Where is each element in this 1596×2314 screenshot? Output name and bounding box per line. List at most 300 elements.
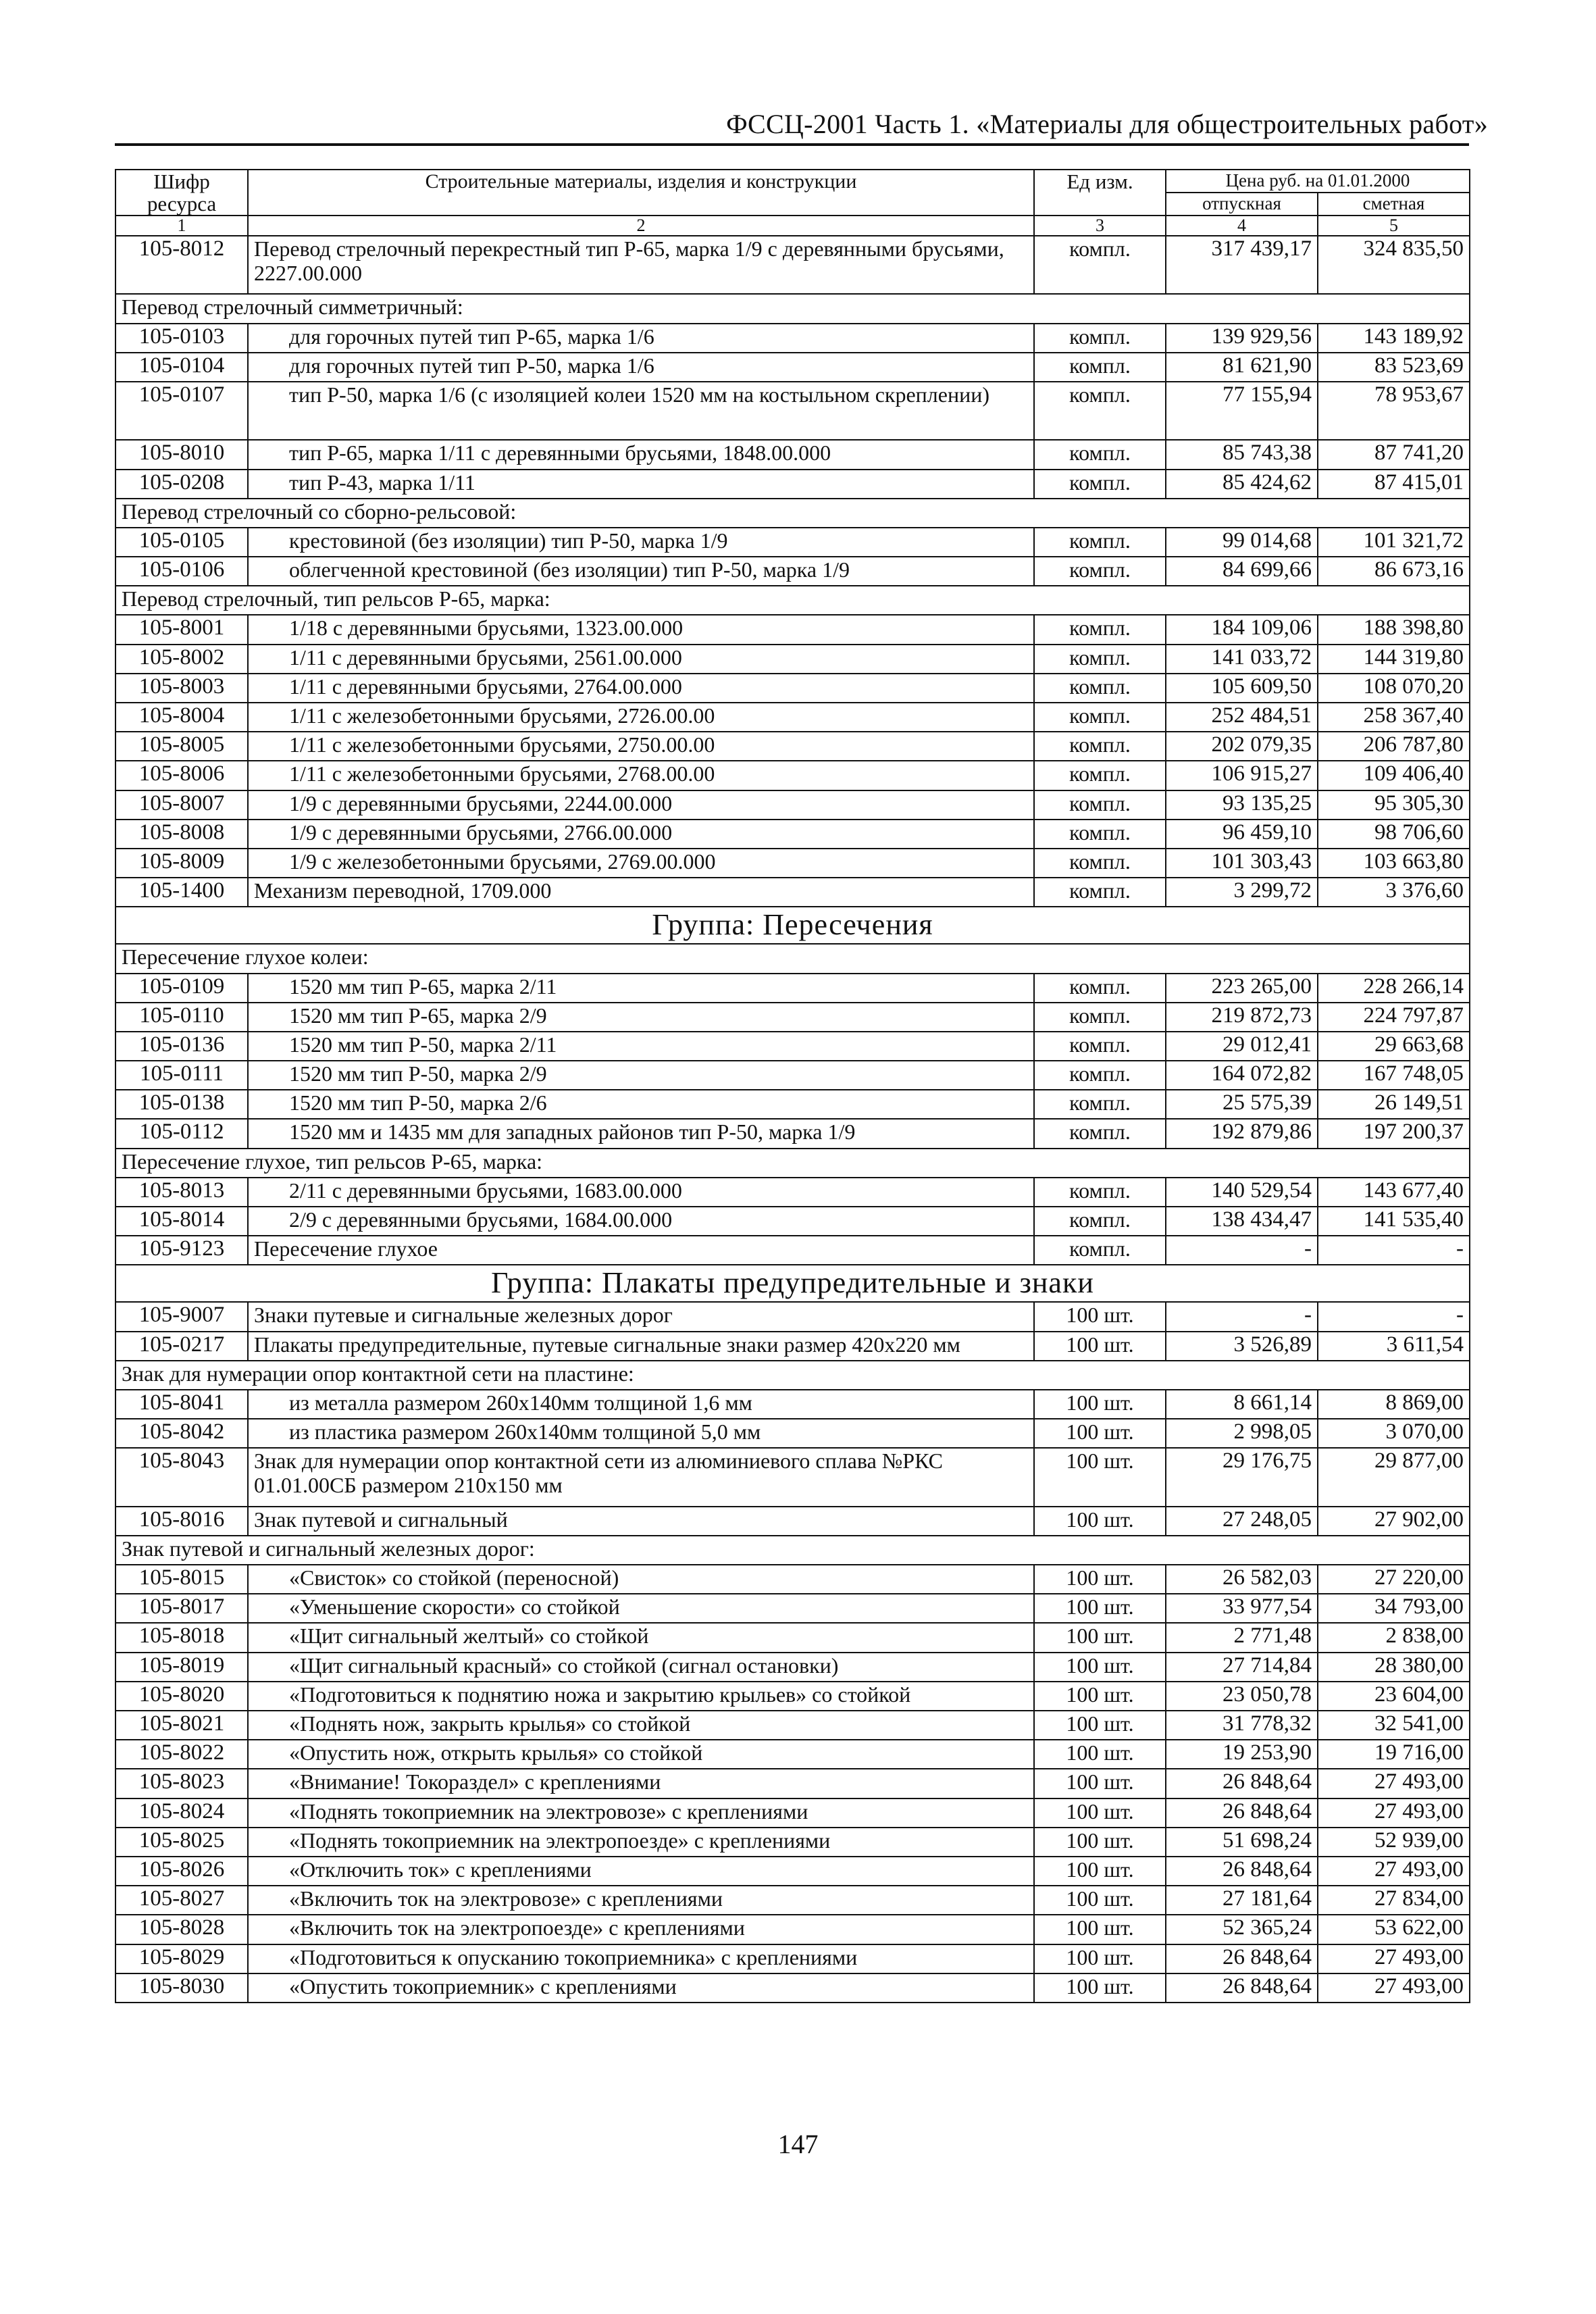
resource-code: 105-9123 [115, 1236, 248, 1265]
estimate-price: 103 663,80 [1318, 849, 1470, 878]
group-row [115, 1265, 1470, 1302]
table-row [115, 1594, 1470, 1623]
resource-code: 105-0110 [115, 1003, 248, 1032]
resource-code: 105-8008 [115, 820, 248, 849]
unit: компл. [1034, 470, 1166, 499]
estimate-price: 101 321,72 [1318, 528, 1470, 557]
material-name: Знак для нумерации опор контактной сети из алюминиевого сплава №РКС 01.01.00СБ размером 210х150 мм [248, 1448, 1034, 1506]
material-name: «Внимание! Токораздел» с креплениями [248, 1769, 1034, 1798]
material-name: «Поднять токоприемник на электропоезде» с креплениями [248, 1828, 1034, 1857]
unit: компл. [1034, 849, 1166, 878]
release-price: 29 176,75 [1166, 1448, 1318, 1506]
material-name: Плакаты предупредительные, путевые сигнальные знаки размер 420х220 мм [248, 1332, 1034, 1361]
resource-code: 105-8009 [115, 849, 248, 878]
estimate-price: 228 266,14 [1318, 974, 1470, 1003]
table-row [115, 849, 1470, 878]
estimate-price: 52 939,00 [1318, 1828, 1470, 1857]
estimate-price: 83 523,69 [1318, 353, 1470, 382]
material-name: 1/9 с деревянными брусьями, 2766.00.000 [248, 820, 1034, 849]
estimate-price: 206 787,80 [1318, 732, 1470, 761]
release-price: 219 872,73 [1166, 1003, 1318, 1032]
unit: 100 шт. [1034, 1711, 1166, 1740]
release-price: 184 109,06 [1166, 615, 1318, 644]
unit: 100 шт. [1034, 1623, 1166, 1652]
table-row [115, 1448, 1470, 1506]
section-heading: Перевод стрелочный со сборно-рельсовой: [115, 499, 1470, 528]
estimate-price: 87 415,01 [1318, 470, 1470, 499]
estimate-price: 53 622,00 [1318, 1915, 1470, 1944]
estimate-price: 3 376,60 [1318, 878, 1470, 907]
unit: компл. [1034, 615, 1166, 644]
estimate-price: 86 673,16 [1318, 557, 1470, 586]
running-header: ФССЦ-2001 Часть 1. «Материалы для общестроительных работ» [726, 109, 1488, 139]
resource-code: 105-8015 [115, 1565, 248, 1594]
resource-code: 105-8029 [115, 1944, 248, 1973]
release-price: 85 743,38 [1166, 440, 1318, 469]
resource-code: 105-8027 [115, 1886, 248, 1915]
section-row [115, 1361, 1470, 1390]
header-rule [115, 143, 1469, 146]
material-name: 1520 мм тип Р-50, марка 2/6 [248, 1090, 1034, 1119]
table-row [115, 1032, 1470, 1061]
material-name: «Опустить токоприемник» с креплениями [248, 1973, 1034, 2003]
table-row [115, 1302, 1470, 1331]
material-name: тип Р-43, марка 1/11 [248, 470, 1034, 499]
table-row [115, 1944, 1470, 1973]
resource-code: 105-0208 [115, 470, 248, 499]
material-name: крестовиной (без изоляции) тип Р-50, марка 1/9 [248, 528, 1034, 557]
resource-code: 105-8013 [115, 1178, 248, 1207]
material-name: 1/11 с железобетонными брусьями, 2726.00.00 [248, 703, 1034, 732]
release-price: 26 848,64 [1166, 1799, 1318, 1828]
table-header [115, 170, 1470, 236]
estimate-price: 29 663,68 [1318, 1032, 1470, 1061]
material-name: 1/11 с деревянными брусьями, 2561.00.000 [248, 645, 1034, 674]
estimate-price: 98 706,60 [1318, 820, 1470, 849]
estimate-price: - [1318, 1302, 1470, 1331]
section-row [115, 294, 1470, 323]
estimate-price: 197 200,37 [1318, 1119, 1470, 1148]
col-number: 1 [115, 216, 248, 236]
material-name: 1520 мм тип Р-50, марка 2/9 [248, 1061, 1034, 1090]
table-row [115, 1178, 1470, 1207]
price-table [115, 169, 1470, 2003]
material-name: 1/11 с железобетонными брусьями, 2768.00.00 [248, 761, 1034, 790]
unit: компл. [1034, 1119, 1166, 1148]
unit: компл. [1034, 703, 1166, 732]
resource-code: 105-8026 [115, 1857, 248, 1886]
section-row [115, 586, 1470, 615]
table-row [115, 528, 1470, 557]
table-row [115, 1419, 1470, 1448]
resource-code: 105-0217 [115, 1332, 248, 1361]
unit: 100 шт. [1034, 1944, 1166, 1973]
unit: 100 шт. [1034, 1507, 1166, 1536]
estimate-price: 108 070,20 [1318, 674, 1470, 703]
material-name: из пластика размером 260х140мм толщиной 5,0 мм [248, 1419, 1034, 1448]
table-row [115, 324, 1470, 353]
estimate-price: 3 070,00 [1318, 1419, 1470, 1448]
estimate-price: 34 793,00 [1318, 1594, 1470, 1623]
table-row [115, 1769, 1470, 1798]
release-price: 141 033,72 [1166, 645, 1318, 674]
unit: 100 шт. [1034, 1740, 1166, 1769]
col-number: 5 [1318, 216, 1470, 236]
table-row [115, 1390, 1470, 1419]
resource-code: 105-8020 [115, 1682, 248, 1711]
release-price: 139 929,56 [1166, 324, 1318, 353]
unit: компл. [1034, 528, 1166, 557]
estimate-price: 23 604,00 [1318, 1682, 1470, 1711]
unit: компл. [1034, 1061, 1166, 1090]
release-price: 3 299,72 [1166, 878, 1318, 907]
table-row [115, 1207, 1470, 1236]
unit: 100 шт. [1034, 1653, 1166, 1682]
material-name: из металла размером 260х140мм толщиной 1,6 мм [248, 1390, 1034, 1419]
release-price: 252 484,51 [1166, 703, 1318, 732]
release-price: 26 848,64 [1166, 1769, 1318, 1798]
table-row [115, 645, 1470, 674]
resource-code: 105-8043 [115, 1448, 248, 1506]
section-heading: Знак для нумерации опор контактной сети на пластине: [115, 1361, 1470, 1390]
unit: компл. [1034, 761, 1166, 790]
release-price: 85 424,62 [1166, 470, 1318, 499]
group-heading: Группа: Пересечения [115, 907, 1470, 944]
unit: компл. [1034, 1090, 1166, 1119]
section-heading: Перевод стрелочный симметричный: [115, 294, 1470, 323]
resource-code: 105-8025 [115, 1828, 248, 1857]
material-name: «Свисток» со стойкой (переносной) [248, 1565, 1034, 1594]
resource-code: 105-0105 [115, 528, 248, 557]
table-row [115, 1236, 1470, 1265]
table-row [115, 1740, 1470, 1769]
col-number: 2 [248, 216, 1034, 236]
estimate-price: 143 677,40 [1318, 1178, 1470, 1207]
unit: компл. [1034, 1003, 1166, 1032]
estimate-price: 188 398,80 [1318, 615, 1470, 644]
material-name: «Поднять нож, закрыть крылья» со стойкой [248, 1711, 1034, 1740]
release-price: 23 050,78 [1166, 1682, 1318, 1711]
resource-code: 105-0111 [115, 1061, 248, 1090]
unit: 100 шт. [1034, 1302, 1166, 1331]
release-price: 164 072,82 [1166, 1061, 1318, 1090]
estimate-price: 27 493,00 [1318, 1857, 1470, 1886]
release-price: 192 879,86 [1166, 1119, 1318, 1148]
estimate-price: 29 877,00 [1318, 1448, 1470, 1506]
table-row [115, 1653, 1470, 1682]
unit: компл. [1034, 440, 1166, 469]
material-name: 1/11 с железобетонными брусьями, 2750.00.00 [248, 732, 1034, 761]
unit: компл. [1034, 790, 1166, 820]
release-price: 26 848,64 [1166, 1944, 1318, 1973]
release-price: 3 526,89 [1166, 1332, 1318, 1361]
table-row [115, 878, 1470, 907]
estimate-price: 3 611,54 [1318, 1332, 1470, 1361]
unit: компл. [1034, 820, 1166, 849]
table-row [115, 1565, 1470, 1594]
material-name: Знак путевой и сигнальный [248, 1507, 1034, 1536]
estimate-price: 224 797,87 [1318, 1003, 1470, 1032]
resource-code: 105-8024 [115, 1799, 248, 1828]
material-name: 1/9 с деревянными брусьями, 2244.00.000 [248, 790, 1034, 820]
release-price: 19 253,90 [1166, 1740, 1318, 1769]
release-price: 51 698,24 [1166, 1828, 1318, 1857]
table-row [115, 732, 1470, 761]
resource-code: 105-0103 [115, 324, 248, 353]
section-row [115, 499, 1470, 528]
material-name: «Щит сигнальный красный» со стойкой (сигнал остановки) [248, 1653, 1034, 1682]
resource-code: 105-0107 [115, 382, 248, 440]
table-row [115, 674, 1470, 703]
unit: 100 шт. [1034, 1886, 1166, 1915]
resource-code: 105-8041 [115, 1390, 248, 1419]
estimate-price: 8 869,00 [1318, 1390, 1470, 1419]
table-row [115, 1857, 1470, 1886]
material-name: для горочных путей тип Р-50, марка 1/6 [248, 353, 1034, 382]
material-name: 1520 мм тип Р-65, марка 2/9 [248, 1003, 1034, 1032]
release-price: 27 181,64 [1166, 1886, 1318, 1915]
unit: компл. [1034, 324, 1166, 353]
estimate-price: - [1318, 1236, 1470, 1265]
section-row [115, 944, 1470, 973]
resource-code: 105-8007 [115, 790, 248, 820]
table-row [115, 1886, 1470, 1915]
resource-code: 105-8042 [115, 1419, 248, 1448]
unit: компл. [1034, 974, 1166, 1003]
section-heading: Пересечение глухое колеи: [115, 944, 1470, 973]
material-name: 2/9 с деревянными брусьями, 1684.00.000 [248, 1207, 1034, 1236]
release-price: 105 609,50 [1166, 674, 1318, 703]
unit: 100 шт. [1034, 1973, 1166, 2003]
material-name: облегченной крестовиной (без изоляции) тип Р-50, марка 1/9 [248, 557, 1034, 586]
table-row [115, 1119, 1470, 1148]
resource-code: 105-8017 [115, 1594, 248, 1623]
col-code-header: Шифр ресурса [115, 170, 248, 216]
unit: компл. [1034, 878, 1166, 907]
unit: 100 шт. [1034, 1828, 1166, 1857]
resource-code: 105-8023 [115, 1769, 248, 1798]
material-name: 1/11 с деревянными брусьями, 2764.00.000 [248, 674, 1034, 703]
resource-code: 105-1400 [115, 878, 248, 907]
resource-code: 105-8021 [115, 1711, 248, 1740]
estimate-price: 28 380,00 [1318, 1653, 1470, 1682]
resource-code: 105-8012 [115, 236, 248, 294]
table-row [115, 1623, 1470, 1652]
table-row [115, 703, 1470, 732]
table-row [115, 1090, 1470, 1119]
material-name: «Подготовиться к опусканию токоприемника» с креплениями [248, 1944, 1034, 1973]
release-price: 2 998,05 [1166, 1419, 1318, 1448]
resource-code: 105-0106 [115, 557, 248, 586]
estimate-price: 95 305,30 [1318, 790, 1470, 820]
estimate-price: 27 493,00 [1318, 1769, 1470, 1798]
release-price: 140 529,54 [1166, 1178, 1318, 1207]
col-unit-header: Ед изм. [1034, 170, 1166, 216]
unit: компл. [1034, 732, 1166, 761]
material-name: 1520 мм тип Р-50, марка 2/11 [248, 1032, 1034, 1061]
release-price: 223 265,00 [1166, 974, 1318, 1003]
unit: 100 шт. [1034, 1857, 1166, 1886]
unit: 100 шт. [1034, 1769, 1166, 1798]
resource-code: 105-8002 [115, 645, 248, 674]
release-price: 8 661,14 [1166, 1390, 1318, 1419]
material-name: Механизм переводной, 1709.000 [248, 878, 1034, 907]
material-name: «Включить ток на электровозе» с креплениями [248, 1886, 1034, 1915]
section-row [115, 1536, 1470, 1565]
table-row [115, 353, 1470, 382]
table-row [115, 1332, 1470, 1361]
unit: компл. [1034, 674, 1166, 703]
estimate-price: 2 838,00 [1318, 1623, 1470, 1652]
material-name: Пересечение глухое [248, 1236, 1034, 1265]
table-body [115, 236, 1470, 2003]
estimate-price: 109 406,40 [1318, 761, 1470, 790]
table-row [115, 236, 1470, 294]
estimate-price: 32 541,00 [1318, 1711, 1470, 1740]
table-row [115, 974, 1470, 1003]
group-heading: Группа: Плакаты предупредительные и знаки [115, 1265, 1470, 1302]
unit: компл. [1034, 1178, 1166, 1207]
table-row [115, 1915, 1470, 1944]
release-price: 96 459,10 [1166, 820, 1318, 849]
resource-code: 105-8030 [115, 1973, 248, 2003]
unit: 100 шт. [1034, 1594, 1166, 1623]
unit: 100 шт. [1034, 1799, 1166, 1828]
release-price: 138 434,47 [1166, 1207, 1318, 1236]
unit: 100 шт. [1034, 1565, 1166, 1594]
table-row [115, 820, 1470, 849]
unit: компл. [1034, 382, 1166, 440]
resource-code: 105-9007 [115, 1302, 248, 1331]
unit: компл. [1034, 353, 1166, 382]
table-row [115, 1828, 1470, 1857]
release-price: 26 582,03 [1166, 1565, 1318, 1594]
estimate-price: 87 741,20 [1318, 440, 1470, 469]
release-price: 106 915,27 [1166, 761, 1318, 790]
table-row [115, 1711, 1470, 1740]
resource-code: 105-8016 [115, 1507, 248, 1536]
table-row [115, 1003, 1470, 1032]
release-price: 99 014,68 [1166, 528, 1318, 557]
table-row [115, 1682, 1470, 1711]
unit: 100 шт. [1034, 1390, 1166, 1419]
resource-code: 105-8022 [115, 1740, 248, 1769]
material-name: 1/9 с железобетонными брусьями, 2769.00.000 [248, 849, 1034, 878]
estimate-price: 78 953,67 [1318, 382, 1470, 440]
release-price: 33 977,54 [1166, 1594, 1318, 1623]
release-price: 81 621,90 [1166, 353, 1318, 382]
table-row [115, 1973, 1470, 2003]
release-price: 77 155,94 [1166, 382, 1318, 440]
material-name: «Поднять токоприемник на электровозе» с креплениями [248, 1799, 1034, 1828]
table-row [115, 1799, 1470, 1828]
release-price: 31 778,32 [1166, 1711, 1318, 1740]
col-estimate-header: сметная [1318, 193, 1470, 216]
group-row [115, 907, 1470, 944]
material-name: для горочных путей тип Р-65, марка 1/6 [248, 324, 1034, 353]
table-row [115, 382, 1470, 440]
unit: 100 шт. [1034, 1332, 1166, 1361]
table-row [115, 557, 1470, 586]
section-heading: Перевод стрелочный, тип рельсов Р-65, марка: [115, 586, 1470, 615]
resource-code: 105-8014 [115, 1207, 248, 1236]
release-price: 29 012,41 [1166, 1032, 1318, 1061]
unit: 100 шт. [1034, 1682, 1166, 1711]
resource-code: 105-8003 [115, 674, 248, 703]
resource-code: 105-0109 [115, 974, 248, 1003]
unit: компл. [1034, 557, 1166, 586]
release-price: 2 771,48 [1166, 1623, 1318, 1652]
col-number: 3 [1034, 216, 1166, 236]
estimate-price: 26 149,51 [1318, 1090, 1470, 1119]
resource-code: 105-0104 [115, 353, 248, 382]
section-heading: Пересечение глухое, тип рельсов Р-65, марка: [115, 1149, 1470, 1178]
estimate-price: 27 902,00 [1318, 1507, 1470, 1536]
estimate-price: 141 535,40 [1318, 1207, 1470, 1236]
page-number: 147 [777, 2129, 819, 2159]
resource-code: 105-8018 [115, 1623, 248, 1652]
table-row [115, 790, 1470, 820]
estimate-price: 27 493,00 [1318, 1973, 1470, 2003]
section-heading: Знак путевой и сигнальный железных дорог: [115, 1536, 1470, 1565]
estimate-price: 19 716,00 [1318, 1740, 1470, 1769]
table-row [115, 761, 1470, 790]
estimate-price: 144 319,80 [1318, 645, 1470, 674]
col-release-header: отпускная [1166, 193, 1318, 216]
release-price: - [1166, 1302, 1318, 1331]
resource-code: 105-8005 [115, 732, 248, 761]
estimate-price: 258 367,40 [1318, 703, 1470, 732]
material-name: 1/18 с деревянными брусьями, 1323.00.000 [248, 615, 1034, 644]
material-name: тип Р-50, марка 1/6 (с изоляцией колеи 1520 мм на костыльном скреплении) [248, 382, 1034, 440]
release-price: 52 365,24 [1166, 1915, 1318, 1944]
col-name-header: Строительные материалы, изделия и конструкции [248, 170, 1034, 216]
release-price: 25 575,39 [1166, 1090, 1318, 1119]
release-price: 27 248,05 [1166, 1507, 1318, 1536]
unit: 100 шт. [1034, 1915, 1166, 1944]
release-price: 26 848,64 [1166, 1973, 1318, 2003]
release-price: 84 699,66 [1166, 557, 1318, 586]
unit: компл. [1034, 236, 1166, 294]
material-name: «Отключить ток» с креплениями [248, 1857, 1034, 1886]
release-price: 27 714,84 [1166, 1653, 1318, 1682]
estimate-price: 27 834,00 [1318, 1886, 1470, 1915]
col-number: 4 [1166, 216, 1318, 236]
resource-code: 105-0136 [115, 1032, 248, 1061]
resource-code: 105-0138 [115, 1090, 248, 1119]
unit: компл. [1034, 645, 1166, 674]
material-name: «Щит сигнальный желтый» со стойкой [248, 1623, 1034, 1652]
table-row [115, 615, 1470, 644]
estimate-price: 27 493,00 [1318, 1944, 1470, 1973]
material-name: «Уменьшение скорости» со стойкой [248, 1594, 1034, 1623]
estimate-price: 324 835,50 [1318, 236, 1470, 294]
table-row [115, 440, 1470, 469]
resource-code: 105-8001 [115, 615, 248, 644]
resource-code: 105-8019 [115, 1653, 248, 1682]
material-name: Перевод стрелочный перекрестный тип Р-65, марка 1/9 с деревянными брусьями, 2227.00.000 [248, 236, 1034, 294]
estimate-price: 27 220,00 [1318, 1565, 1470, 1594]
release-price: 202 079,35 [1166, 732, 1318, 761]
material-name: 1520 мм тип Р-65, марка 2/11 [248, 974, 1034, 1003]
release-price: 93 135,25 [1166, 790, 1318, 820]
release-price: - [1166, 1236, 1318, 1265]
resource-code: 105-8006 [115, 761, 248, 790]
resource-code: 105-8010 [115, 440, 248, 469]
table-row [115, 1061, 1470, 1090]
resource-code: 105-0112 [115, 1119, 248, 1148]
material-name: Знаки путевые и сигнальные железных дорог [248, 1302, 1034, 1331]
